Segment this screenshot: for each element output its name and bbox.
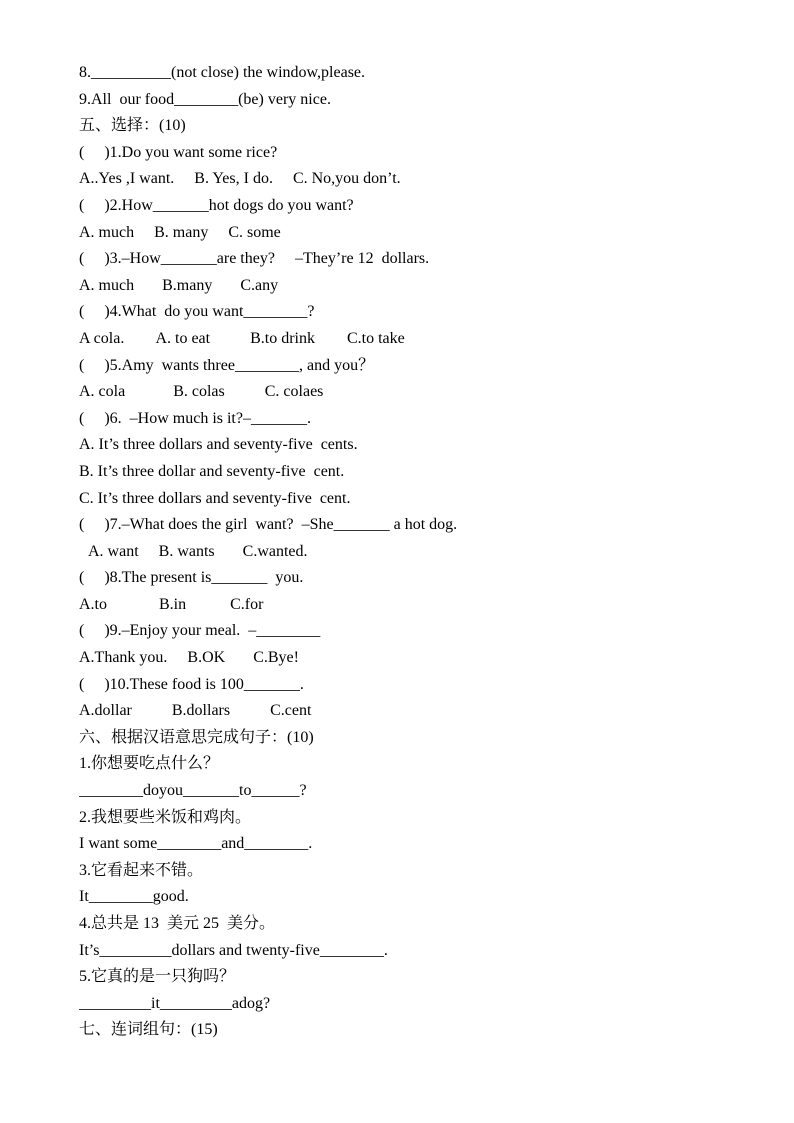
choice-question-5: ( )5.Amy wants three________, and you？ bbox=[79, 356, 375, 374]
choice-options-3: A. much B.many C.any bbox=[79, 276, 279, 294]
translation-prompt-2: 2.我想要些米饭和鸡肉。 bbox=[79, 808, 252, 826]
choice-options-9: A.Thank you. B.OK C.Bye! bbox=[79, 649, 299, 667]
question-9-line: 9.All our food________(be) very nice. bbox=[79, 90, 331, 108]
choice-question-1: ( )1.Do you want some rice? bbox=[79, 143, 278, 161]
translation-prompt-3: 3.它看起来不错。 bbox=[79, 861, 204, 879]
translation-prompt-1: 1.你想要吃点什么？ bbox=[79, 755, 220, 773]
translation-prompt-4: 4.总共是 13 美元 25 美分。 bbox=[79, 915, 276, 932]
translation-blank-3: It________good. bbox=[79, 888, 189, 906]
translation-blank-4: It’s_________dollars and twenty-five________. bbox=[79, 941, 388, 959]
choice-options-5: A. cola B. colas C. colaes bbox=[79, 383, 324, 401]
choice-question-10: ( )10.These food is 100_______. bbox=[79, 675, 304, 693]
translation-blank-5: _________it_________adog? bbox=[79, 994, 271, 1012]
translation-prompt-5: 5.它真的是一只狗吗？ bbox=[79, 968, 236, 986]
section-7-heading: 七、连词组句：(15) bbox=[79, 1021, 218, 1039]
choice-question-7: ( )7.–What does the girl want? –She_______ a hot dog. bbox=[79, 516, 458, 534]
choice-question-2: ( )2.How_______hot dogs do you want? bbox=[79, 196, 354, 214]
choice-option-6b: B. It’s three dollar and seventy-five cent. bbox=[79, 462, 345, 480]
worksheet-page bbox=[79, 60, 759, 1044]
choice-question-3: ( )3.–How_______are they? –They’re 12 dollars. bbox=[79, 250, 430, 268]
question-8-line: 8.__________(not close) the window,please. bbox=[79, 64, 366, 81]
choice-options-1: A..Yes ,I want. B. Yes, I do. C. No,you don’t. bbox=[79, 170, 401, 188]
choice-options-10: A.dollar B.dollars C.cent bbox=[79, 702, 312, 720]
choice-options-2: A. much B. many C. some bbox=[79, 223, 281, 241]
choice-options-4: A cola. A. to eat B.to drink C.to take bbox=[79, 329, 405, 347]
choice-question-6: ( )6. –How much is it?–_______. bbox=[79, 409, 311, 427]
section-5-heading: 五、选择：(10) bbox=[79, 117, 186, 135]
translation-blank-1: ________doyou_______to______? bbox=[79, 782, 307, 800]
choice-question-9: ( )9.–Enjoy your meal. –________ bbox=[79, 622, 321, 640]
translation-blank-2: I want some________and________. bbox=[79, 835, 313, 853]
choice-options-8: A.to B.in C.for bbox=[79, 595, 264, 613]
choice-option-6c: C. It’s three dollars and seventy-five cent. bbox=[79, 489, 351, 507]
choice-option-6a: A. It’s three dollars and seventy-five cents. bbox=[79, 436, 358, 454]
choice-question-4: ( )4.What do you want________? bbox=[79, 303, 315, 321]
section-6-heading: 六、根据汉语意思完成句子：(10) bbox=[79, 728, 314, 746]
choice-question-8: ( )8.The present is_______ you. bbox=[79, 569, 304, 587]
choice-options-7: A. want B. wants C.wanted. bbox=[88, 542, 308, 560]
